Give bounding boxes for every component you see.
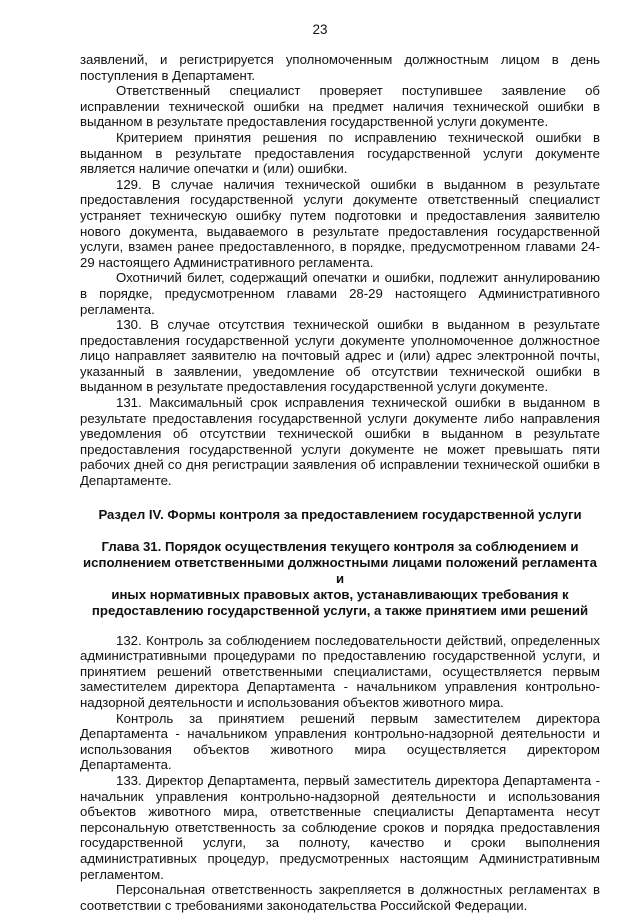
paragraph: 129. В случае наличия технической ошибки в выданном в результате предоставления государственной услуги документе ответственный специалист устраняет техническую ошибку путем подготовки и предоставления заявителю нового документа, выдаваемого в результате предоставления государственной услуги, взамен ранее предоставленного, в порядке, предусмотренном главами 24-29 настоящего Административного регламента. xyxy=(80,176,600,270)
spacer xyxy=(80,619,600,633)
paragraph: Охотничий билет, содержащий опечатки и ошибки, подлежит аннулированию в порядке, предусмотренном главами 28-29 настоящего Административного регламента. xyxy=(80,270,600,317)
top-text-block xyxy=(80,52,600,489)
paragraph: 130. В случае отсутствия технической ошибки в выданном в результате предоставления государственной услуги документе уполномоченное должностное лицо направляет заявителю на почтовый адрес и (или) адрес электронной почты, указанный в заявлении, уведомление об отсутствии технической ошибки в выданном в результате предоставления государственной услуги документе. xyxy=(80,317,600,395)
chapter-heading-line: предоставлению государственной услуги, а также принятием ими решений xyxy=(91,602,589,618)
paragraph: 132. Контроль за соблюдением последовательности действий, определенных административными процедурами по предоставлению государственной услуги, и принятием решений ответственными специалистами, осуществляется первым заместителем директора Департамента - начальником управления контрольно-надзорной деятельности и использования объектов животного мира. xyxy=(80,632,600,710)
paragraph: 131. Максимальный срок исправления технической ошибки в выданном в результате предоставления государственной услуги документе либо направления уведомления об отсутствии технической ошибки в выданном в результате предоставления государственной услуги документе не может превышать пяти рабочих дней со дня регистрации заявления об исправлении технической ошибки в Департаменте. xyxy=(80,395,600,489)
paragraph: заявлений, и регистрируется уполномоченным должностным лицом в день поступления в Департамент. xyxy=(80,52,600,83)
paragraph: Критерием принятия решения по исправлению технической ошибки в выданном в результате предоставления государственной услуги документе является наличие опечатки и (или) ошибки. xyxy=(80,129,600,177)
chapter-heading xyxy=(80,539,600,619)
paragraph: Персональная ответственность закрепляется в должностных регламентах в соответствии с требованиями законодательства Российской Федерации. xyxy=(80,882,600,913)
section-heading: Раздел IV. Формы контроля за предоставлением государственной услуги xyxy=(98,506,582,522)
paragraph: Ответственный специалист проверяет поступившее заявление об исправлении технической ошибки на предмет наличия технической ошибки в выданном в результате предоставления государственной услуги документе. xyxy=(80,83,600,130)
paragraph: 133. Директор Департамента, первый заместитель директора Департамента - начальник управления контрольно-надзорной деятельности и использования объектов животного мира, ответственные специалисты Департамента несут персональную ответственность за соблюдение сроков и порядка предоставления государственной услуги, за полноту, качество и сроки выполнения административных процедур, предусмотренных настоящим Административным регламентом. xyxy=(80,772,600,882)
chapter-heading-line: Глава 31. Порядок осуществления текущего контроля за соблюдением и xyxy=(101,538,579,554)
chapter-heading-line: иных нормативных правовых актов, устанавливающих требования к xyxy=(111,586,569,602)
chapter-heading-line: исполнением ответственными должностными лицами положений регламента и xyxy=(83,554,597,586)
paragraph: Контроль за принятием решений первым заместителем директора Департамента - начальником управления контрольно-надзорной деятельности и использования объектов животного мира осуществляется директором Департамента. xyxy=(80,710,600,773)
bottom-text-block xyxy=(80,633,600,913)
page-number: 23 xyxy=(312,22,328,37)
